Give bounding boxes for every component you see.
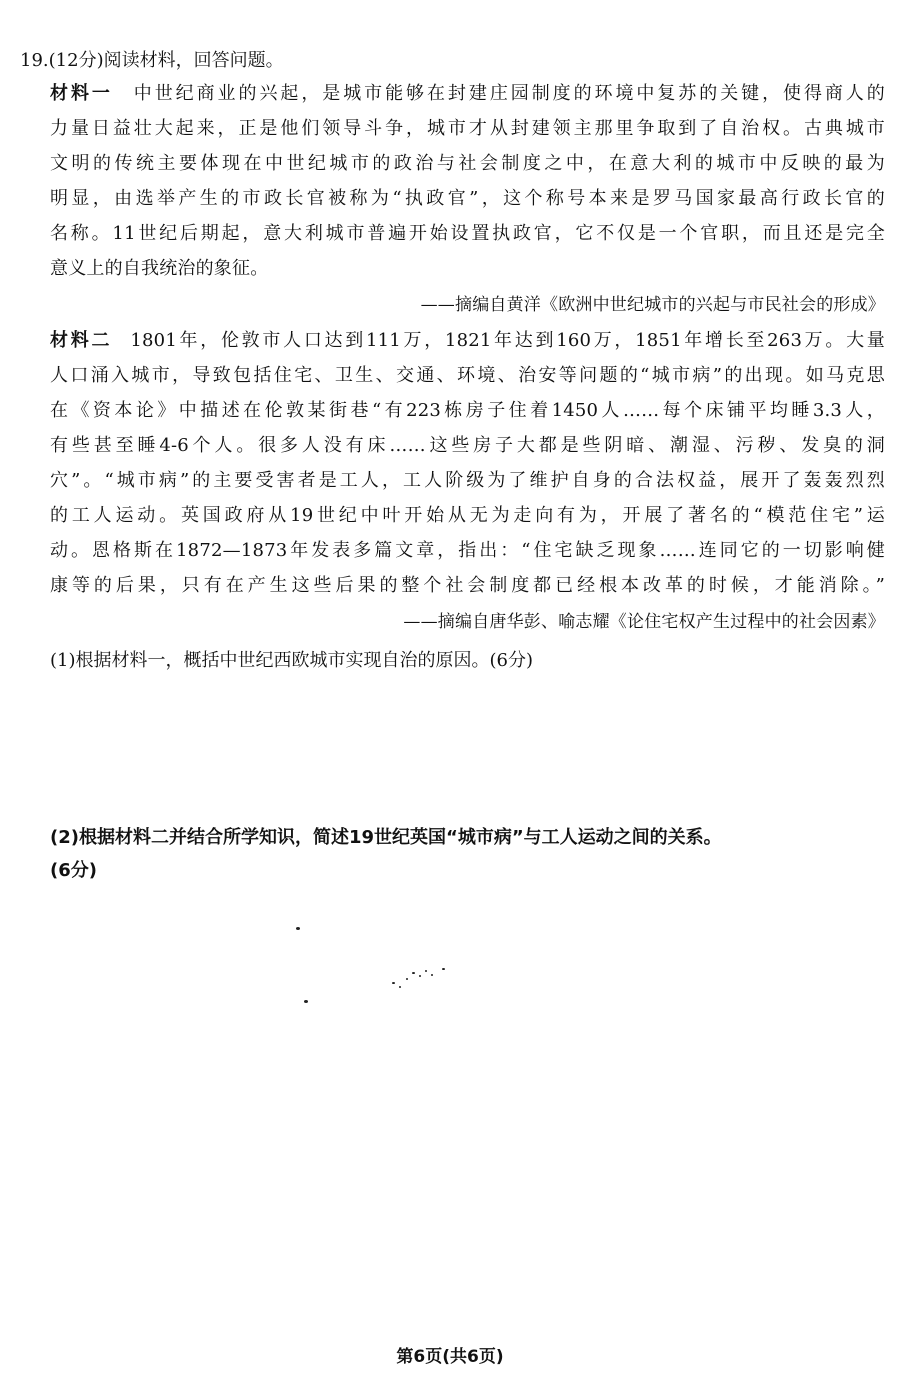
scan-speck [442,968,445,970]
material2-line-1 [50,326,885,356]
material1-text-1: 中世纪商业的兴起，是城市能够在封建庄园制度的环境中复苏的关键，使得商人的 [131,83,885,104]
question-number: 19. [20,50,49,71]
material2-line-3: 在《资本论》中描述在伦敦某街巷“有223栋房子住着1450人……每个床铺平均睡3.3人， [50,400,885,421]
scan-speck [304,1000,308,1003]
material2-line-8: 康等的后果，只有在产生这些后果的整个社会制度都已经根本改革的时候，才能消除。” [50,575,885,596]
material2-line-5: 穴”。“城市病”的主要受害者是工人，工人阶级为了维护自身的合法权益，展开了轰轰烈烈 [50,470,885,491]
material1-line-6: 意义上的自我统治的象征。 [50,258,269,279]
material1-line-3: 文明的传统主要体现在中世纪城市的政治与社会制度之中，在意大利的城市中反映的最为 [50,153,885,174]
question-instruction: (12分)阅读材料，回答问题。 [48,50,284,71]
material2-line-7: 动。恩格斯在1872—1873年发表多篇文章，指出：“住宅缺乏现象……连同它的一切影响健 [50,540,885,561]
subquestion-2-line-1: (2)根据材料二并结合所学知识，简述19世纪英国“城市病”与工人运动之间的关系。 [50,827,722,848]
material2-line-4: 有些甚至睡4-6个人。很多人没有床……这些房子大都是些阴暗、潮湿、污秽、发臭的洞 [50,435,885,456]
material2-text-1: 1801年，伦敦市人口达到111万，1821年达到160万，1851年增长至263万。大量 [130,330,885,351]
scan-speck [431,974,433,976]
material2-label: 材料二 [50,330,113,351]
page-footer: 第6页(共6页) [396,1347,504,1367]
material2-line-6: 的工人运动。英国政府从19世纪中叶开始从无为走向有为，开展了著名的“模范住宅”运 [50,505,885,526]
material1-line-2: 力量日益壮大起来，正是他们领导斗争，城市才从封建领主那里争取到了自治权。古典城市 [50,118,885,139]
scan-speck [425,970,427,972]
material1-source: ——摘编自黄洋《欧洲中世纪城市的兴起与市民社会的形成》 [420,295,885,315]
scan-speck [412,972,415,974]
scan-speck [296,927,300,930]
scan-speck [399,986,401,988]
material2-line-2: 人口涌入城市，导致包括住宅、卫生、交通、环境、治安等问题的“城市病”的出现。如马克思 [50,365,885,386]
subquestion-1: (1)根据材料一，概括中世纪西欧城市实现自治的原因。(6分) [50,650,533,671]
scan-speck [406,978,408,980]
material1-line-5: 名称。11世纪后期起，意大利城市普遍开始设置执政官，它不仅是一个官职，而且还是完全 [50,223,885,244]
question-header [20,46,284,76]
material1-line-4: 明显，由选举产生的市政长官被称为“执政官”，这个称号本来是罗马国家最高行政长官的 [50,188,885,209]
material1-label: 材料一 [50,83,113,104]
material1-line-1 [50,79,885,109]
material2-source: ——摘编自唐华彭、喻志耀《论住宅权产生过程中的社会因素》 [403,612,885,632]
subquestion-2-line-2: (6分) [50,860,97,881]
scan-speck [392,982,395,984]
scan-speck [419,975,421,977]
